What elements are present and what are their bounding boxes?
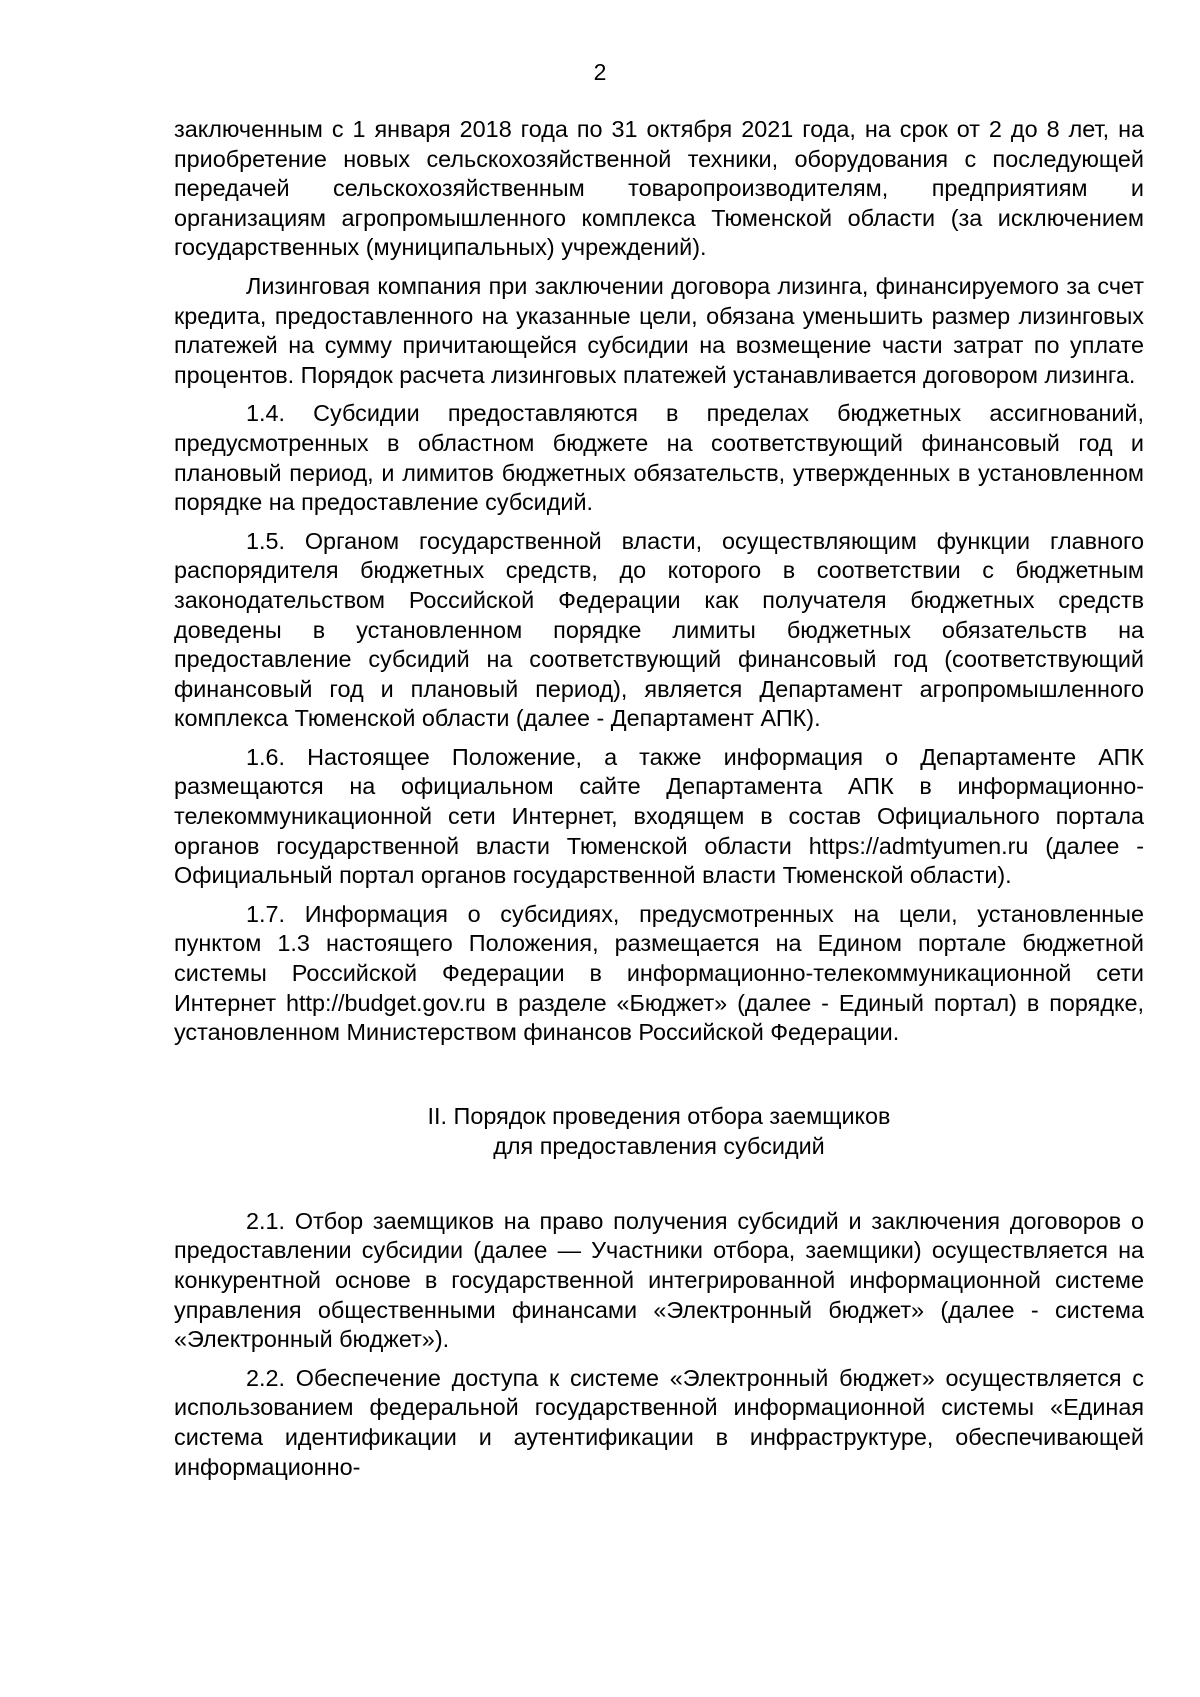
paragraph-2-1: 2.1. Отбор заемщиков на право получения субсидий и заключения договоров о предоставлении субсидии (далее — Участники отбора, заемщики) осуществляется на конкурентной основе в государственной интегрированной информационной системе управления общественными финансами «Электронный бюджет» (далее - система «Электронный бюджет»). xyxy=(174,1207,1144,1353)
paragraph-1-5: 1.5. Органом государственной власти, осуществляющим функции главного распорядителя бюджетных средств, до которого в соответствии с бюджетным законодательством Российской Федерации как получателя бюджетных средств доведены в установленном порядке лимиты бюджетных обязательств на предоставление субсидий на соответствующий финансовый год (соответствующий финансовый год и плановый период), является Департамент агропромышленного комплекса Тюменской области (далее - Департамент АПК). xyxy=(174,527,1144,732)
paragraph-1-6: 1.6. Настоящее Положение, а также информация о Департаменте АПК размещаются на официальном сайте Департамента АПК в информационно-телекоммуникационной сети Интернет, входящем в состав Официального портала органов государственной власти Тюменской области https://admtyumen.ru (далее - Официальный портал органов государственной власти Тюменской области). xyxy=(174,743,1144,889)
section-heading-line-1: II. Порядок проведения отбора заемщиков xyxy=(427,1102,891,1129)
paragraph-1-4: 1.4. Субсидии предоставляются в пределах бюджетных ассигнований, предусмотренных в областном бюджете на соответствующий финансовый год и плановый период, и лимитов бюджетных обязательств, утвержденных в установленном порядке на предоставление субсидий. xyxy=(174,400,1144,516)
paragraph-2-2: 2.2. Обеспечение доступа к системе «Электронный бюджет» осуществляется с использованием федеральной государственной информационной системы «Единая система идентификации и аутентификации в инфраструктуре, обеспечивающей информационно- xyxy=(174,1364,1144,1480)
section-heading-line-2: для предоставления субсидий xyxy=(493,1132,825,1159)
paragraph-leasing: Лизинговая компания при заключении договора лизинга, финансируемого за счет кредита, предоставленного на указанные цели, обязана уменьшить размер лизинговых платежей на сумму причитающейся субсидии на возмещение части затрат по уплате процентов. Порядок расчета лизинговых платежей устанавливается договором лизинга. xyxy=(174,272,1144,388)
document-body xyxy=(174,115,1144,1491)
paragraph-continuation: заключенным с 1 января 2018 года по 31 октября 2021 года, на срок от 2 до 8 лет, на приобретение новых сельскохозяйственной техники, оборудования с последующей передачей сельскохозяйственным товаропроизводителям, предприятиям и организациям агропромышленного комплекса Тюменской области (за исключением государственных (муниципальных) учреждений). xyxy=(174,116,1144,261)
page-number: 2 xyxy=(593,59,607,85)
section-heading xyxy=(174,1101,1144,1161)
paragraph-1-7: 1.7. Информация о субсидиях, предусмотренных на цели, установленные пунктом 1.3 настоящего Положения, размещается на Едином портале бюджетной системы Российской Федерации в информационно-телекоммуникационной сети Интернет http://budget.gov.ru в разделе «Бюджет» (далее - Единый портал) в порядке, установленном Министерством финансов Российской Федерации. xyxy=(174,900,1144,1046)
